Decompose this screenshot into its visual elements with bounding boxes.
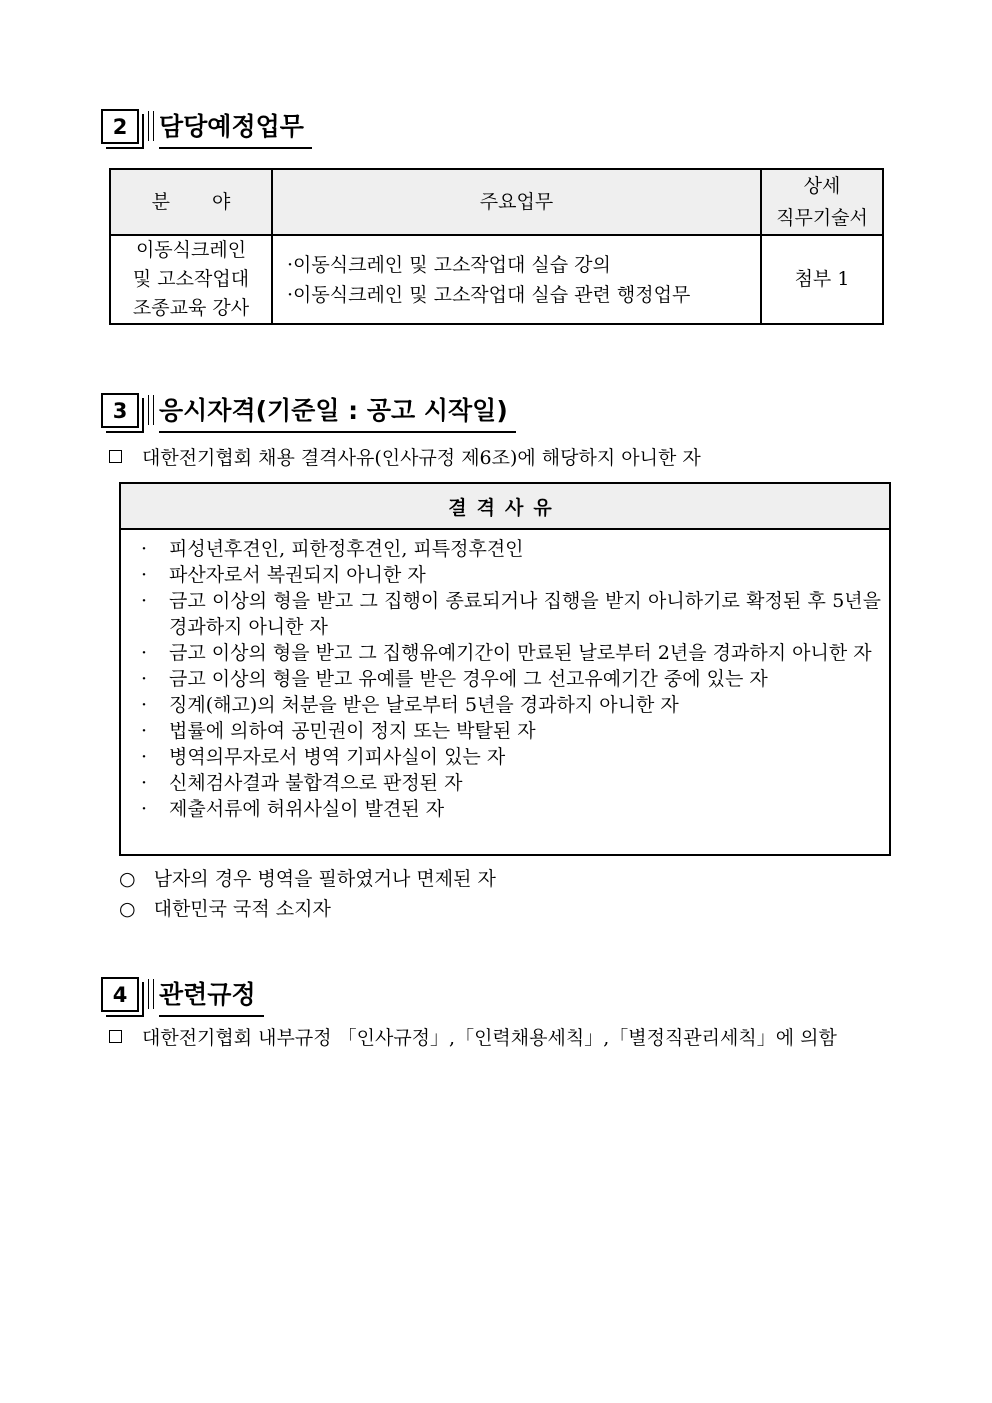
- duties-cell: ·이동식크레인 및 고소작업대 실습 강의 ·이동식크레인 및 고소작업대 실습 관련 행정업무: [272, 235, 761, 324]
- list-item: · 금고 이상의 형을 받고 그 집행유예기간이 만료된 날로부터 2년을 경과하지 아니한 자: [141, 642, 872, 664]
- section-number-box: 2: [101, 109, 139, 144]
- list-item: · 파산자로서 복권되지 아니한 자: [141, 564, 426, 586]
- disqualification-title: 결격사유: [121, 484, 889, 530]
- list-item: · 징계(해고)의 처분을 받은 날로부터 5년을 경과하지 아니한 자: [141, 694, 679, 716]
- list-item: · 법률에 의하여 공민권이 정지 또는 박탈된 자: [141, 720, 536, 742]
- section-bar: [148, 111, 154, 141]
- header-field: 분 야: [110, 169, 272, 235]
- list-item: · 피성년후견인, 피한정후견인, 피특정후견인: [141, 538, 524, 560]
- field-cell: 이동식크레인 및 고소작업대 조종교육 강사: [110, 235, 272, 324]
- section-bar: [148, 979, 154, 1009]
- section-title: 관련규정: [159, 975, 264, 1017]
- square-bullet-icon: [109, 450, 122, 463]
- section-number-box: 4: [101, 977, 139, 1012]
- list-item: · 금고 이상의 형을 받고 그 집행이 종료되거나 집행을 받지 아니하기로 확정된 후 5년을 경과하지 아니한 자: [141, 590, 881, 638]
- list-item: · 병역의무자로서 병역 기피사실이 있는 자: [141, 746, 506, 768]
- section-bar: [148, 395, 154, 425]
- disqualification-list: [121, 530, 889, 822]
- section-title: 응시자격(기준일 : 공고 시작일): [159, 391, 516, 433]
- duty-table: [109, 168, 884, 325]
- list-item: · 금고 이상의 형을 받고 유예를 받은 경우에 그 선고유예기간 중에 있는 자: [141, 668, 768, 690]
- square-bullet-icon: [109, 1030, 122, 1043]
- regulation-text: 대한전기협회 내부규정 「인사규정」,「인력채용세칙」,「별정직관리세칙」에 의함: [109, 1023, 837, 1053]
- section-title: 담당예정업무: [159, 107, 312, 149]
- header-duties: 주요업무: [272, 169, 761, 235]
- section-number-box: 3: [101, 393, 139, 428]
- disqualification-box: [119, 482, 891, 856]
- qualification-intro: 대한전기협회 채용 결격사유(인사규정 제6조)에 해당하지 아니한 자: [109, 443, 701, 473]
- header-description: 상세 직무기술서: [761, 169, 883, 235]
- attachment-cell: 첨부 1: [761, 235, 883, 324]
- list-item: · 제출서류에 허위사실이 발견된 자: [141, 798, 445, 820]
- list-item: · 신체검사결과 불합격으로 판정된 자: [141, 772, 463, 794]
- extra-qualification: ○ 대한민국 국적 소지자: [119, 898, 331, 920]
- extra-qualification: ○ 남자의 경우 병역을 필하였거나 면제된 자: [119, 868, 496, 890]
